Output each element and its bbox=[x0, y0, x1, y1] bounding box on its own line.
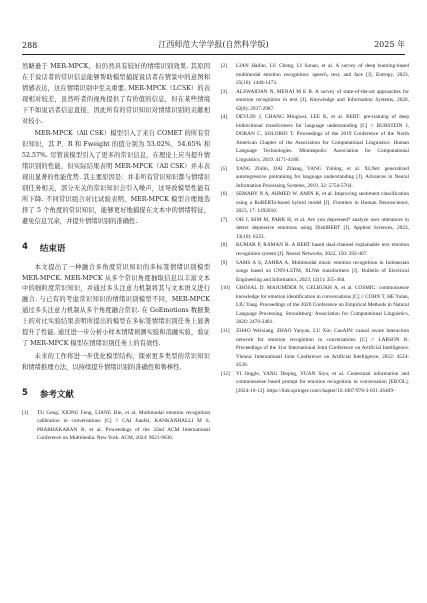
reference-text: TU Geng, XIONG Feng, LIANG Bin, et al. Multimodal emotion recognition calibration in conversations [C] // CAI Jianfei, KANKANHALLI M S, PRABHAKARAN B, et al. Proceedings of the 32nd ACM International Conference on Multimedia. New York: ACM, 2024: 9621-9630. bbox=[37, 409, 210, 442]
section-number: 5 bbox=[22, 387, 28, 398]
reference-number: [12] bbox=[221, 370, 230, 377]
reference-number: [6] bbox=[221, 191, 228, 198]
body-paragraph: 然略逊于 MER-MPCK，但仍然具有较好的情绪识别效果. 其原因在于说话者的常识信息能够帮助模型捕捉说话者在情景中的意图和情感表达，这在情绪识别中至关重要. MER-MPCK（LCSK）的表现相对较差，虽然听者的视角提供了有价值的信息，但在某些情境下不如说话者信息直接，因此所有的常识知识对情绪识别的贡献相对较小. bbox=[22, 63, 210, 125]
conclusion-paragraph: 本文提出了一种融合多角度常识知识的多标签情绪识别模型 MER-MPCK. MER-MPCK 从多个常识角度抽取信息以丰富文本中的细粒度常识知识，并通过多头注意力机制将其与文本语义进行融合. 与已有的考虑常识知识的情绪识别模型不同，MER-MPCK 通过多头注意力机制从多个角度融合常识. 在 GoEmotions 数据集上的对比实验结果表明所提出的模型在多标签情绪识别任务上显著提升了性能. 通过进一步分析小样本情绪预测实验和消融实验，验证了 MER-MPCK 模型在情绪识别任务上的有效性. bbox=[22, 263, 210, 347]
body-paragraph: MER-MPCK（All CSK）模型引入了来自 COMET 的所有常识知识，其 P、R 和 Fweight 的值分别为 53.02%、54.65% 和 52.57%. 尽管该模型引入了更多的常识信息，在理论上应当提升情绪识别的性能，但实际结果表明 MER-MPCK（All CSK）并未表现出显著的性能优势. 其主要原因是：并非所有常识知识都与情绪识别任务相关，部分无关的常识知识会引入噪声，这导致模型性能有所下降. 不同常识组合对比试验表明，MER-MPCK 模型合理地选择了 5 个角度的常识知识，能够更好地捕捉在文本中的情绪特征，避免信息冗余，并提升情绪识别的准确性. bbox=[22, 130, 210, 225]
section-heading-conclusion bbox=[22, 242, 210, 254]
reference-entry bbox=[22, 409, 210, 443]
right-column bbox=[221, 62, 409, 595]
left-column bbox=[22, 62, 210, 595]
header-rule bbox=[22, 54, 405, 55]
reference-entry bbox=[221, 165, 409, 191]
reference-entry bbox=[221, 113, 409, 164]
section-title: 结束语 bbox=[39, 243, 66, 254]
reference-entry bbox=[221, 190, 409, 216]
reference-text: OH J, KIM M, PARK H, et al. Are you depressed? analyze user utterances to detect depressive emotions using DistilBERT [J]. Applied Sciences, 2023, 13(10): 6223. bbox=[236, 216, 409, 240]
section-number: 4 bbox=[22, 241, 28, 252]
reference-number: [3] bbox=[221, 88, 228, 95]
reference-text: LIAN Haifan, LU Cheng, LI Sunan, et al. A survey of deep learning-based multimodal emotion recognition: speech, text, and face [J]. Entropy, 2023, 25(10): 1440-1473. bbox=[236, 63, 409, 87]
publication-year: 2025 年 bbox=[374, 40, 405, 49]
reference-number: [5] bbox=[221, 165, 228, 172]
reference-text: SEMARY N A, AHMED W, AMIN K, et al. Improving sentiment classification using a RoBERTa-based hybrid model [J]. Frontiers in Human Neuroscience, 2023, 17: 1292010. bbox=[236, 191, 409, 215]
reference-entry bbox=[221, 327, 409, 370]
reference-number: [11] bbox=[221, 327, 230, 334]
reference-number: [1] bbox=[22, 409, 29, 416]
reference-entry bbox=[221, 259, 409, 285]
reference-number: [9] bbox=[221, 259, 228, 266]
journal-title: 江西师范大学学报(自然科学版) bbox=[158, 40, 269, 49]
reference-entry bbox=[221, 241, 409, 258]
reference-number: [8] bbox=[221, 242, 228, 249]
reference-text: YANG Zhilin, DAI Zihang, YANG Yiming, et al. XLNet: generalized autoregressive pretraining for language understanding [J]. Advances in Neural Information Processing Systems, 2019, 32: 5754-5764. bbox=[236, 165, 409, 189]
reference-number: [7] bbox=[221, 216, 228, 223]
reference-text: ZHAO Weixiang, ZHAO Yanyan, LU Xin. CauAIN: causal aware interaction network for emotion recognition in conversations [C] // LARSON K. Proceedings of the 31st International Joint Conference on Artificial Intelligence. Vienna: International Joint Conference on Artificial Intelligence, 2022: 4524-4530. bbox=[236, 327, 409, 369]
reference-text: YI Jingjie, YANG Deqing, YUAN Siyu, et al. Contextual information and commonsense based prompt for emotion recognition in conversation [EB/OL]. [2024-10-12]. https://link.springer.com/chapter/10.1007/978-3-031-26409- bbox=[236, 370, 409, 394]
reference-entry bbox=[221, 370, 409, 396]
page-header bbox=[22, 38, 405, 50]
reference-number: [4] bbox=[221, 114, 228, 121]
section-heading-references bbox=[22, 388, 210, 400]
reference-text: GHOSAL D, MAJUMDER N, GELBUKH A, et al. COSMIC: commonsense knowledge for emotion identification in conversations [C] // COHN T, HE Yulan, LIU Yang. Proceedings of the 2020 Conference on Empirical Methods in Natural Language Processing. Stroudsburg: Association for Computational Linguistics, 2020: 2470-2481. bbox=[236, 285, 409, 326]
conclusion-paragraph: 未来的工作将进一步优化模型结构，探索更多类型的常识知识和情绪推理方法，以持续提升情绪识别的准确性和鲁棒性. bbox=[22, 352, 210, 371]
reference-text: SAMS A S, ZAHRA A. Multimodal music emotion recognition in Indonesian songs based on CNN-LSTM, XLNet transformers [J]. Bulletin of Electrical Engineering and Informatics, 2023, 12(1): 355-364. bbox=[236, 259, 409, 283]
reference-entry bbox=[221, 284, 409, 327]
reference-entry bbox=[221, 216, 409, 242]
reference-text: DEVLIN J, CHANG Mingwei, LEE K, et al. BERT: pre-training of deep bidirectional transformers for language understanding [C] // BURSTEIN J, DORAN C, SOLORIO T. Proceedings of the 2019 Conference of the North American Chapter of the Association for Computational Linguistics: Human Language Technologies. Minneapolis: Association for Computational Linguistics, 2019: 4171-4186. bbox=[236, 114, 409, 164]
reference-text: KUMAR P, RAMAN B. A BERT based dual-channel explainable text emotion recognition system [J]. Neural Networks, 2022, 150: 392-407. bbox=[236, 242, 409, 258]
reference-entry bbox=[221, 62, 409, 88]
page-number: 288 bbox=[22, 41, 38, 50]
reference-entry bbox=[221, 88, 409, 114]
reference-text: ALSWAIDAN N, MENAI M E B. A survey of state-of-the-art approaches for emotion recognition in text [J]. Knowledge and Information Systems, 2020, 62(8): 2937-2987. bbox=[236, 88, 409, 112]
reference-number: [2] bbox=[221, 63, 228, 69]
section-title: 参考文献 bbox=[39, 389, 74, 400]
reference-number: [10] bbox=[221, 285, 230, 292]
